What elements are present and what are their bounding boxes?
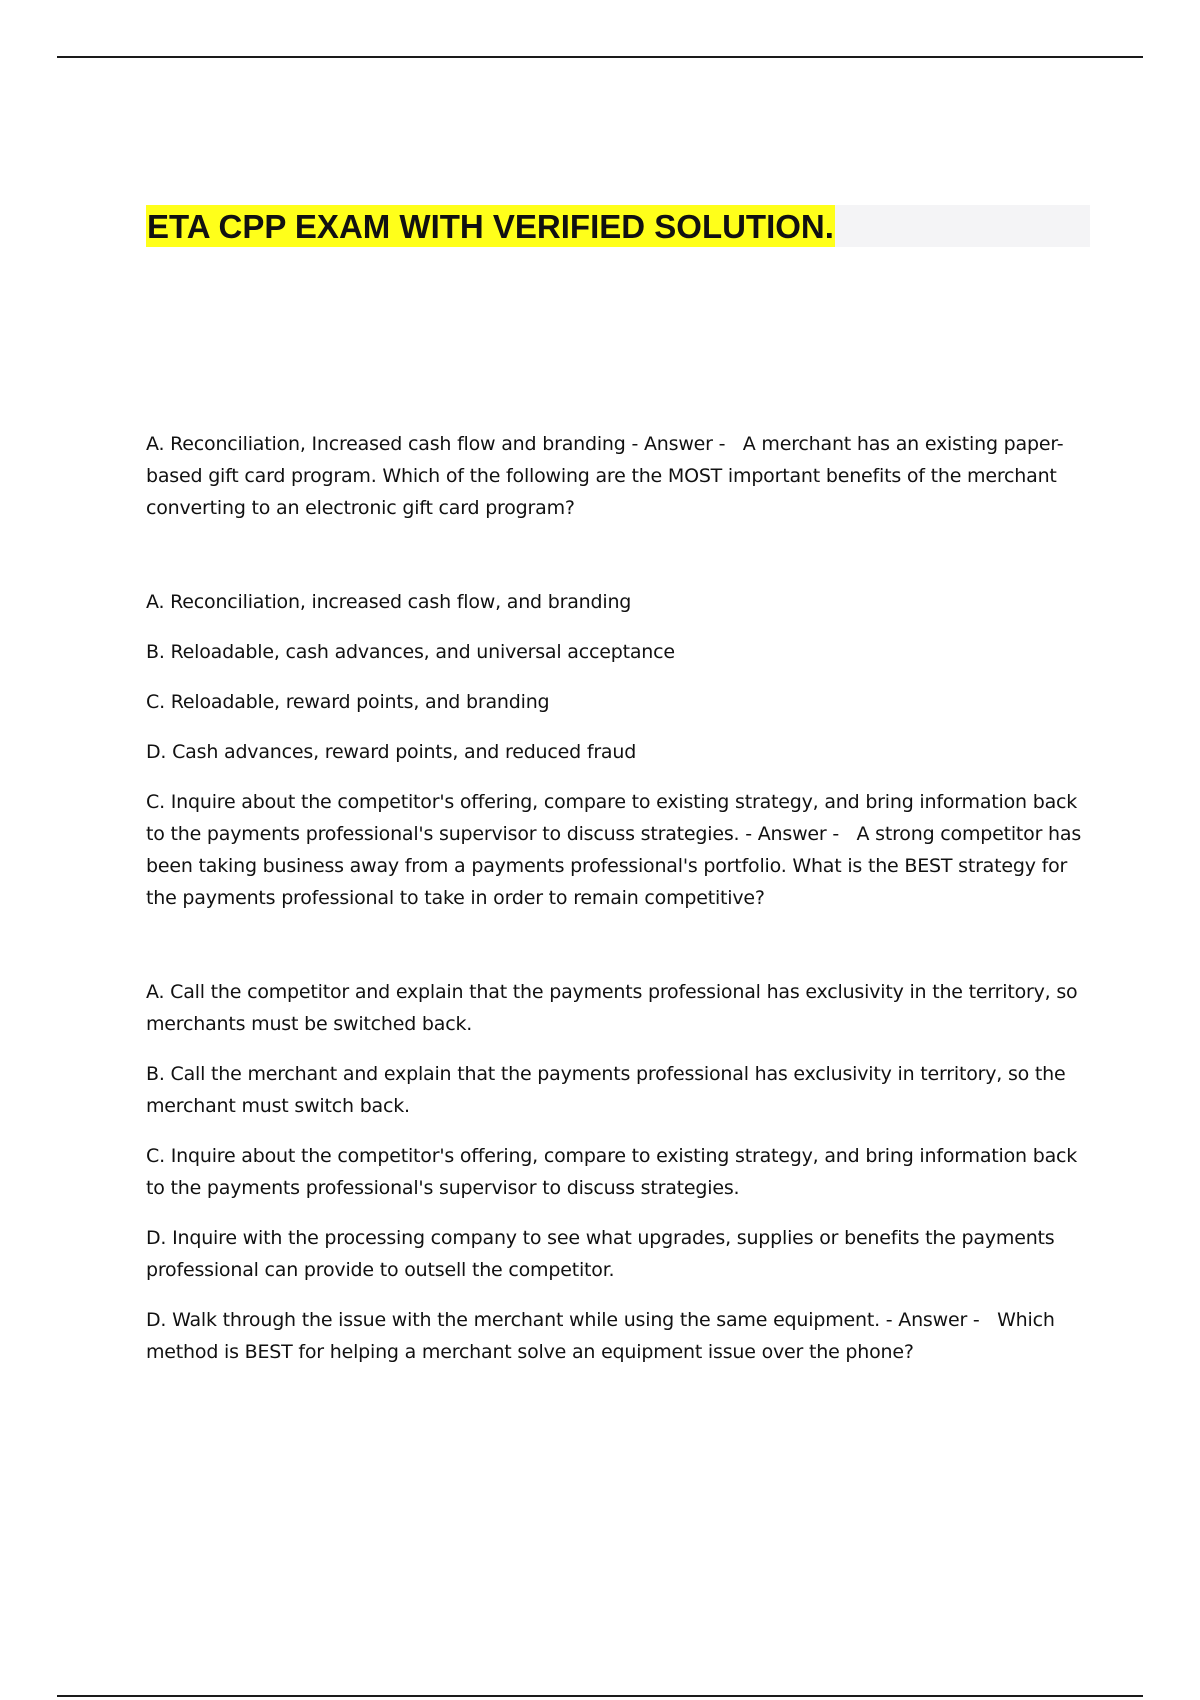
question-2-option-d: D. Inquire with the processing company to see what upgrades, supplies or benefits the payments professional can provide to outsell the competitor. (146, 1227, 1055, 1281)
question-1-option-b: B. Reloadable, cash advances, and universal acceptance (146, 641, 675, 663)
question-3-prompt: Which method is BEST for helping a merchant solve an equipment issue over the phone? (146, 1309, 1055, 1363)
question-2-option-b: B. Call the merchant and explain that the payments professional has exclusivity in territory, so the merchant must switch back. (146, 1063, 1066, 1117)
answer-separator: - Answer - (625, 433, 743, 455)
question-3 (146, 1304, 1086, 1368)
question-2-prompt: A strong competitor has been taking business away from a payments professional's portfolio. What is the BEST strategy for the payments professional to take in order to remain competitive? (146, 823, 1082, 909)
question-2-option-a: A. Call the competitor and explain that the payments professional has exclusivity in the territory, so merchants must be switched back. (146, 981, 1078, 1035)
question-2 (146, 786, 1086, 914)
question-2-answer: C. Inquire about the competitor's offering, compare to existing strategy, and bring information back to the payments professional's supervisor to discuss strategies. (146, 791, 1078, 845)
question-1 (146, 428, 1086, 524)
question-1-option-a: A. Reconciliation, increased cash flow, and branding (146, 591, 632, 613)
question-2-option-c: C. Inquire about the competitor's offering, compare to existing strategy, and bring information back to the payments professional's supervisor to discuss strategies. (146, 1145, 1078, 1199)
question-1-answer: A. Reconciliation, Increased cash flow and branding (146, 433, 626, 455)
document-title: ETA CPP EXAM WITH VERIFIED SOLUTION. (146, 205, 835, 247)
question-1-option-d: D. Cash advances, reward points, and reduced fraud (146, 741, 637, 763)
top-rule (57, 56, 1143, 58)
document-body (146, 428, 1086, 1386)
question-1-prompt: A merchant has an existing paper-based gift card program. Which of the following are the MOST important benefits of the merchant converting to an electronic gift card program? (146, 433, 1064, 519)
bottom-rule (57, 1695, 1143, 1697)
question-3-answer: D. Walk through the issue with the merchant while using the same equipment. (146, 1309, 880, 1331)
answer-separator: - Answer - (879, 1309, 998, 1331)
question-1-option-c: C. Reloadable, reward points, and branding (146, 691, 550, 713)
answer-separator: - Answer - (739, 823, 857, 845)
